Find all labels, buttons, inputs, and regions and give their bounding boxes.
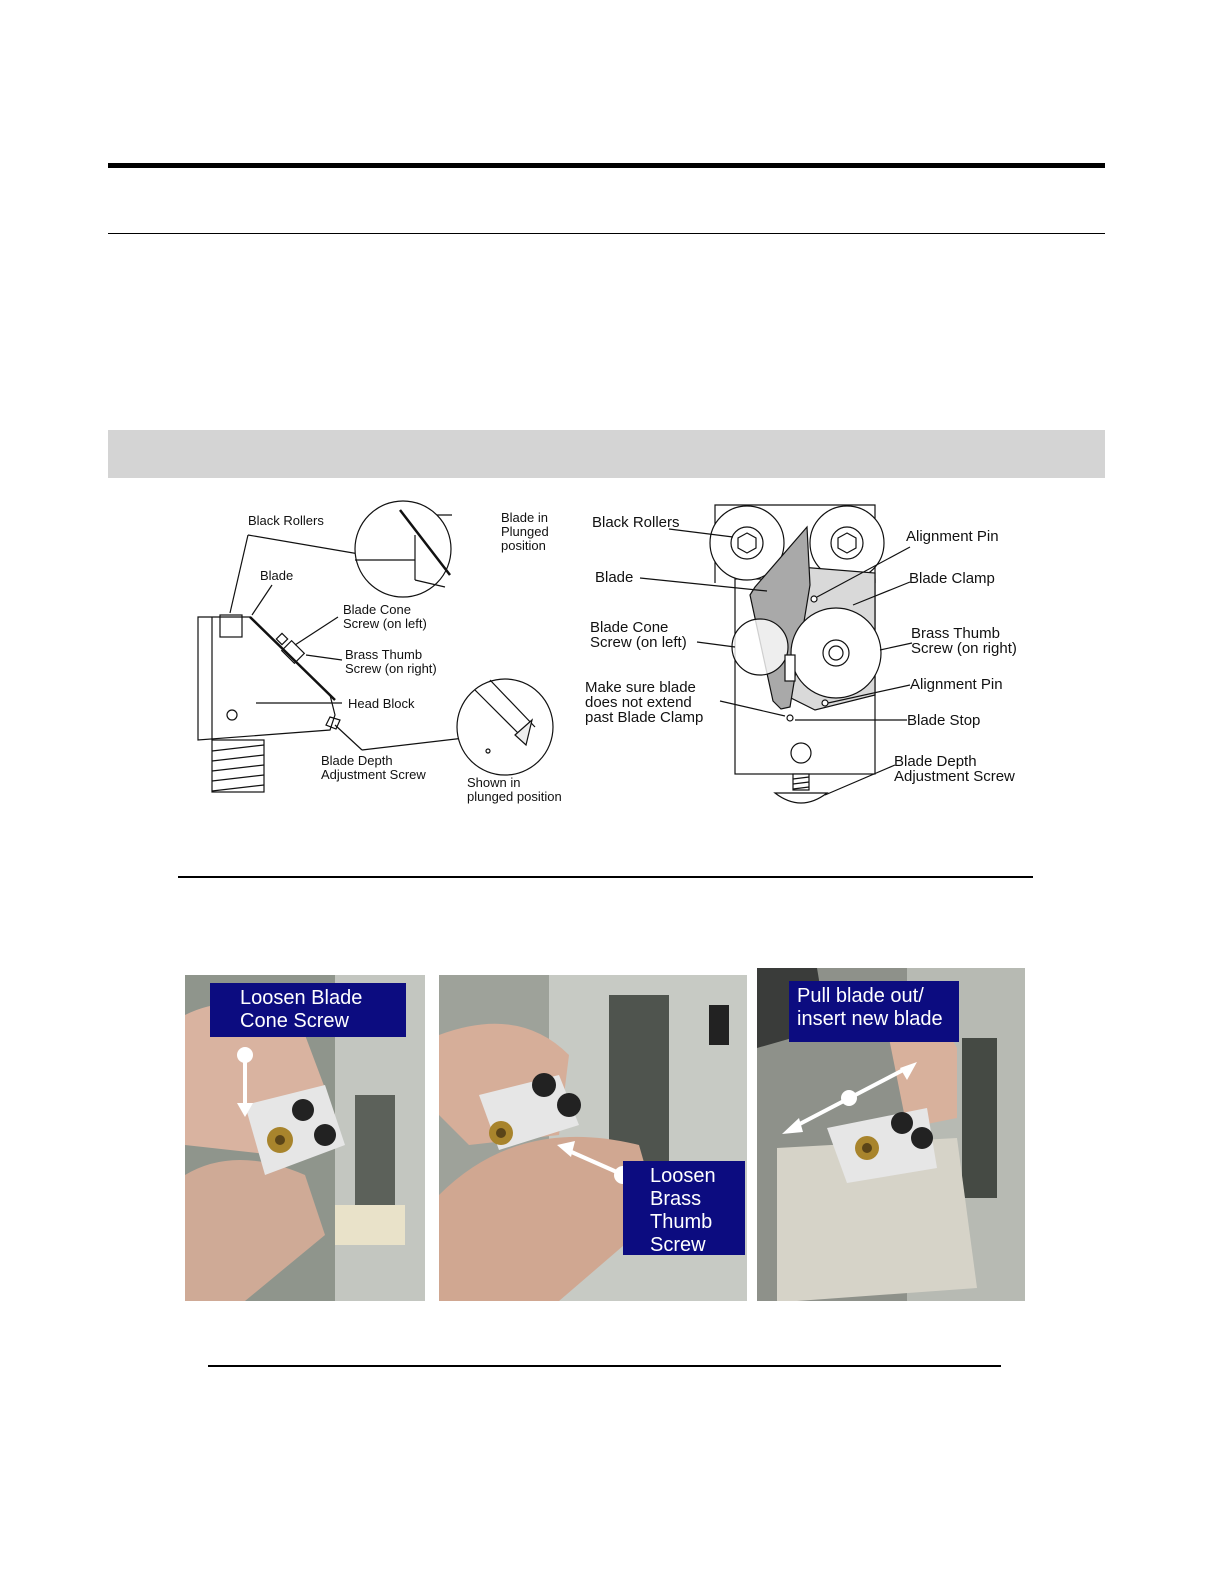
label-alignment-pin-bottom: Alignment Pin (910, 676, 1003, 693)
label-black-rollers: Black Rollers (248, 513, 324, 528)
callout-loosen-cone-screw: Loosen Blade Cone Screw (210, 983, 406, 1037)
photo-loosen-cone-screw (185, 975, 425, 1301)
header-rule-thick (108, 163, 1105, 168)
label-black-rollers-front: Black Rollers (592, 514, 680, 531)
label-blade-cone-screw: Blade Cone Screw (on left) (343, 602, 427, 631)
front-view-diagram (585, 495, 1035, 815)
photo-replace-blade (757, 968, 1025, 1301)
side-view-diagram (190, 495, 580, 815)
photo-loosen-thumb-screw (439, 975, 747, 1301)
label-blade-stop: Blade Stop (907, 712, 981, 729)
footer-rule (208, 1365, 1001, 1367)
label-blade-depth-screw: Blade Depth Adjustment Screw (321, 753, 426, 782)
label-blade-in-plunged: Blade in Plunged position (501, 510, 549, 553)
label-alignment-pin-top: Alignment Pin (906, 528, 999, 545)
label-shown-plunged: Shown in plunged position (467, 775, 562, 804)
label-brass-thumb-screw-front: Brass Thumb Screw (on right) (911, 625, 1017, 657)
callout-replace-blade: Pull blade out/ insert new blade (789, 981, 959, 1042)
label-head-block: Head Block (348, 696, 415, 711)
label-make-sure: Make sure blade does not extend past Blade Clamp (585, 679, 704, 726)
label-blade-cone-screw-front: Blade Cone Screw (on left) (590, 619, 687, 651)
label-blade-front: Blade (595, 569, 634, 586)
label-blade: Blade (260, 568, 294, 583)
label-blade-clamp: Blade Clamp (909, 570, 995, 587)
callout-loosen-thumb-screw: Loosen Brass Thumb Screw (623, 1161, 745, 1255)
divider-rule (178, 876, 1033, 878)
section-band (108, 430, 1105, 478)
label-blade-depth-screw-front: Blade Depth Adjustment Screw (894, 753, 1015, 785)
header-rule-thin (108, 233, 1105, 234)
label-brass-thumb-screw: Brass Thumb Screw (on right) (345, 647, 437, 676)
